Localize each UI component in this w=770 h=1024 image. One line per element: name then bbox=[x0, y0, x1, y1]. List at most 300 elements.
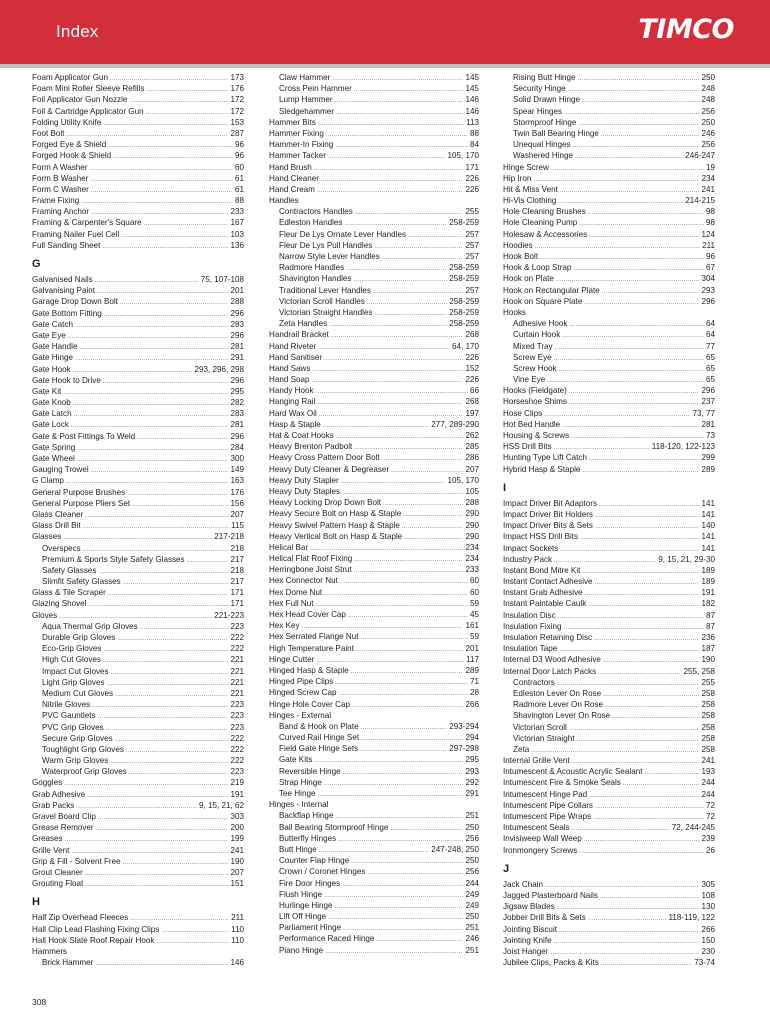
dot-leader bbox=[573, 141, 700, 152]
entry-page-ref: 218 bbox=[230, 543, 244, 553]
dot-leader bbox=[595, 522, 700, 533]
dot-leader bbox=[92, 701, 228, 712]
entry-label: Hammer Tacker bbox=[269, 151, 326, 161]
index-entry bbox=[269, 139, 479, 150]
index-entry bbox=[269, 385, 479, 396]
index-entry bbox=[269, 609, 479, 620]
index-entry bbox=[269, 486, 479, 497]
index-entry bbox=[269, 329, 479, 340]
dot-leader bbox=[374, 242, 463, 253]
index-subentry bbox=[269, 933, 479, 944]
dot-leader bbox=[588, 208, 704, 219]
dot-leader bbox=[318, 119, 464, 130]
entry-page-ref: 207 bbox=[465, 464, 479, 474]
entry-label: Gate Knob bbox=[32, 398, 71, 408]
entry-page-ref: 258 bbox=[701, 722, 715, 732]
entry-label: Brick Hammer bbox=[42, 958, 94, 968]
index-entry bbox=[32, 408, 244, 419]
entry-label: Hot Bed Handle bbox=[503, 419, 561, 429]
entry-label: Performance Raced Hinge bbox=[279, 934, 375, 944]
index-subentry bbox=[269, 83, 479, 94]
index-entry bbox=[503, 901, 715, 912]
entry-page-ref: 244 bbox=[701, 789, 715, 799]
dot-leader bbox=[352, 701, 464, 712]
entry-label: Framing Nailer Fuel Cell bbox=[32, 229, 120, 239]
index-column-3 bbox=[503, 72, 715, 968]
entry-label: Safety Glasses bbox=[42, 565, 97, 575]
entry-page-ref: 296 bbox=[230, 308, 244, 318]
entry-page-ref: 118-120, 122-123 bbox=[651, 442, 715, 452]
entry-page-ref: 171 bbox=[465, 162, 479, 172]
dot-leader bbox=[589, 454, 700, 465]
index-subentry bbox=[269, 318, 479, 329]
index-entry bbox=[32, 330, 244, 341]
index-entry bbox=[269, 430, 479, 441]
dot-leader bbox=[316, 387, 468, 398]
entry-label: Handrail Bracket bbox=[269, 330, 329, 340]
index-entry bbox=[503, 285, 715, 296]
entry-page-ref: 226 bbox=[465, 173, 479, 183]
entry-page-ref: 67 bbox=[705, 263, 715, 273]
index-entry bbox=[503, 217, 715, 228]
entry-label: Jointing Knife bbox=[503, 935, 552, 945]
entry-label: Instant Grab Adhesive bbox=[503, 588, 583, 598]
entry-page-ref: 72, 244-245 bbox=[671, 823, 715, 833]
entry-page-ref: 26 bbox=[705, 845, 715, 855]
entry-label: Gate Hook bbox=[32, 364, 71, 374]
entry-label: Slimfit Safety Glasses bbox=[42, 577, 121, 587]
dot-leader bbox=[103, 656, 229, 667]
index-entry bbox=[269, 587, 479, 598]
dot-leader bbox=[569, 320, 704, 331]
entry-label: Victorian Straight Handles bbox=[279, 307, 373, 317]
index-subentry bbox=[32, 699, 244, 710]
entry-page-ref: 64 bbox=[705, 330, 715, 340]
index-subentry bbox=[32, 710, 244, 721]
entry-label: Housing & Screws bbox=[503, 431, 570, 440]
entry-label: Hammer Bits bbox=[269, 117, 316, 127]
entry-page-ref: 211 bbox=[702, 240, 715, 250]
dot-leader bbox=[535, 242, 700, 253]
entry-label: Foil Applicator Gun Nozzle bbox=[32, 95, 128, 105]
index-subentry bbox=[32, 733, 244, 744]
index-entry bbox=[503, 173, 715, 184]
entry-page-ref: 65 bbox=[705, 363, 715, 373]
index-subentry bbox=[32, 643, 244, 654]
entry-label: Hand Saws bbox=[269, 363, 311, 373]
dot-leader bbox=[79, 343, 228, 354]
index-entry bbox=[503, 879, 715, 890]
dot-leader bbox=[595, 802, 704, 813]
entry-label: Gate Latch bbox=[32, 409, 72, 419]
entry-label: Galvanising Paint bbox=[32, 286, 95, 296]
dot-leader bbox=[328, 152, 446, 163]
index-subentry bbox=[503, 106, 715, 117]
entry-page-ref: 105, 170 bbox=[447, 151, 479, 161]
index-entry bbox=[503, 262, 715, 273]
entry-label: Hinged Screw Cap bbox=[269, 688, 337, 698]
index-subentry bbox=[503, 83, 715, 94]
entry-page-ref: 246 bbox=[701, 128, 715, 138]
dot-leader bbox=[68, 332, 229, 343]
entry-label: Jagged Plasterboard Nails bbox=[503, 890, 598, 900]
dot-leader bbox=[115, 690, 228, 701]
dot-leader bbox=[329, 320, 447, 331]
dot-leader bbox=[317, 186, 464, 197]
index-entry bbox=[503, 957, 715, 968]
entry-page-ref: 113 bbox=[466, 117, 479, 127]
dot-leader bbox=[129, 768, 229, 779]
entry-label: Gate Hook to Drive bbox=[32, 375, 101, 385]
entry-page-ref: 300 bbox=[230, 454, 244, 463]
entry-page-ref: 201 bbox=[465, 643, 479, 653]
index-subentry bbox=[269, 945, 479, 956]
dot-leader bbox=[367, 868, 463, 879]
entry-label: Shavington Handles bbox=[279, 274, 352, 284]
entry-label: Impact Driver Bits & Sets bbox=[503, 521, 593, 531]
entry-label: Hand Cleaner bbox=[269, 173, 319, 183]
index-entry bbox=[503, 543, 715, 554]
entry-label: Gloves bbox=[32, 610, 58, 620]
index-entry bbox=[503, 464, 715, 475]
entry-label: Victorian Scroll Handles bbox=[279, 296, 365, 306]
index-entry bbox=[503, 576, 715, 587]
dot-leader bbox=[594, 634, 699, 645]
index-subentry bbox=[32, 565, 244, 576]
entry-page-ref: 19 bbox=[705, 162, 715, 172]
index-entry bbox=[32, 419, 244, 430]
dot-leader bbox=[578, 74, 700, 85]
entry-page-ref: 234 bbox=[701, 173, 715, 183]
index-entry bbox=[269, 408, 479, 419]
entry-label: Hasp & Staple bbox=[269, 419, 321, 429]
entry-page-ref: 98 bbox=[705, 207, 715, 217]
index-entry bbox=[503, 452, 715, 463]
dot-leader bbox=[324, 589, 468, 600]
entry-label: Impact Sockets bbox=[503, 543, 559, 553]
entry-page-ref: 297-298 bbox=[449, 744, 479, 754]
entry-page-ref: 75, 107-108 bbox=[200, 275, 244, 284]
entry-label: G Clamp bbox=[32, 476, 64, 486]
entry-page-ref: 222 bbox=[230, 756, 244, 766]
dot-leader bbox=[562, 421, 699, 432]
index-entry bbox=[32, 587, 244, 598]
entry-label: Insulation Retaining Disc bbox=[503, 633, 593, 642]
index-subentry bbox=[32, 543, 244, 554]
entry-page-ref: 223 bbox=[230, 700, 244, 710]
entry-page-ref: 141 bbox=[701, 543, 715, 553]
entry-page-ref: 287 bbox=[230, 128, 244, 138]
index-entry bbox=[269, 631, 479, 642]
entry-label: Gate Kits bbox=[279, 755, 313, 765]
index-entry bbox=[32, 520, 244, 531]
entry-page-ref: 283 bbox=[230, 409, 244, 419]
dot-leader bbox=[336, 432, 464, 443]
entry-page-ref: 289 bbox=[701, 464, 715, 474]
index-entry bbox=[32, 72, 244, 83]
entry-page-ref: 296 bbox=[230, 330, 244, 340]
index-entry bbox=[269, 665, 479, 676]
entry-page-ref: 250 bbox=[701, 117, 715, 127]
entry-page-ref: 258 bbox=[701, 711, 715, 721]
entry-page-ref: 96 bbox=[234, 140, 244, 150]
index-subentry bbox=[269, 900, 479, 911]
index-entry bbox=[503, 251, 715, 262]
index-entry bbox=[32, 878, 244, 889]
dot-leader bbox=[572, 824, 670, 835]
entry-label: Jobber Drill Bits & Sets bbox=[503, 913, 586, 923]
entry-label: Toughlight Grip Gloves bbox=[42, 744, 124, 754]
index-entry bbox=[503, 587, 715, 598]
entry-page-ref: 117 bbox=[466, 654, 479, 664]
entry-label: Hammer Fixing bbox=[269, 128, 324, 138]
entry-label: Joist Hanger bbox=[503, 946, 549, 956]
entry-label: Band & Hook on Plate bbox=[279, 721, 359, 731]
entry-label: Holesaw & Accessories bbox=[503, 229, 588, 239]
index-entry bbox=[32, 431, 244, 442]
entry-page-ref: 217 bbox=[230, 577, 244, 587]
index-entry bbox=[503, 240, 715, 251]
index-entry bbox=[503, 162, 715, 173]
entry-page-ref: 28 bbox=[469, 688, 479, 698]
index-entry bbox=[32, 296, 244, 307]
entry-page-ref: 221 bbox=[230, 677, 244, 687]
entry-label: Foam Applicator Gun bbox=[32, 73, 109, 82]
entry-label: Framing Anchor bbox=[32, 207, 90, 217]
entry-label: Curtain Hook bbox=[513, 330, 561, 340]
index-subentry bbox=[269, 866, 479, 877]
dot-leader bbox=[107, 679, 229, 690]
dot-leader bbox=[73, 399, 229, 410]
dot-leader bbox=[569, 387, 700, 398]
entry-page-ref: 136 bbox=[230, 240, 244, 250]
index-subentry bbox=[32, 766, 244, 777]
index-entry bbox=[32, 610, 244, 621]
entry-label: Form B Washer bbox=[32, 173, 89, 183]
entry-page-ref: 285 bbox=[465, 442, 479, 452]
entry-page-ref: 222 bbox=[230, 744, 244, 754]
entry-page-ref: 256 bbox=[465, 833, 479, 843]
index-entry bbox=[503, 643, 715, 654]
entry-label: Hex Dome Nut bbox=[269, 587, 323, 597]
dot-leader bbox=[123, 578, 229, 589]
entry-page-ref: 251 bbox=[465, 923, 479, 933]
index-entry bbox=[32, 475, 244, 486]
dot-leader bbox=[85, 869, 229, 880]
dot-leader bbox=[573, 264, 704, 275]
entry-page-ref: 251 bbox=[465, 811, 479, 821]
index-entry bbox=[503, 800, 715, 811]
entry-label: Ironmongery Screws bbox=[503, 845, 578, 855]
dot-leader bbox=[103, 377, 229, 388]
index-entry bbox=[503, 755, 715, 766]
index-entry bbox=[269, 643, 479, 654]
entry-label: Gravel Board Clip bbox=[32, 812, 96, 821]
entry-page-ref: 258-259 bbox=[449, 319, 479, 329]
entry-label: Hooks (Fieldgate) bbox=[503, 386, 567, 396]
dot-leader bbox=[331, 331, 464, 342]
entry-page-ref: 9, 15, 21, 62 bbox=[198, 800, 244, 810]
entry-label: Radmore Handles bbox=[279, 263, 345, 273]
entry-page-ref: 293, 296, 298 bbox=[194, 364, 244, 374]
entry-label: Fleur De Lys Ornate Lever Handles bbox=[279, 229, 407, 239]
dot-leader bbox=[602, 287, 700, 298]
dot-leader bbox=[104, 310, 229, 321]
entry-label: Hose Clips bbox=[503, 408, 543, 418]
entry-label: Hinged Hasp & Staple bbox=[269, 665, 349, 675]
entry-page-ref: 207 bbox=[230, 509, 244, 519]
entry-label: Hinge Screw bbox=[503, 162, 549, 172]
index-subentry bbox=[269, 229, 479, 240]
index-subentry bbox=[269, 878, 479, 889]
entry-label: Strap Hinge bbox=[279, 777, 322, 787]
entry-page-ref: 156 bbox=[230, 498, 244, 508]
index-entry bbox=[503, 430, 715, 441]
entry-page-ref: 172 bbox=[230, 106, 244, 116]
dot-leader bbox=[355, 208, 464, 219]
entry-label: Helical Flat Roof Fixing bbox=[269, 554, 353, 564]
entry-label: Gate Spring bbox=[32, 442, 76, 452]
entry-label: Hex Head Cover Cap bbox=[269, 610, 346, 619]
dot-leader bbox=[108, 589, 229, 600]
entry-label: Hall Clip Lead Flashing Fixing Clips bbox=[32, 924, 160, 934]
index-subentry bbox=[503, 341, 715, 352]
entry-label: Gate Hinge bbox=[32, 353, 73, 363]
dot-leader bbox=[113, 152, 233, 163]
entry-page-ref: 233 bbox=[465, 565, 479, 575]
dot-leader bbox=[63, 388, 228, 399]
entry-label: Handles bbox=[269, 196, 299, 206]
index-entry bbox=[32, 117, 244, 128]
index-subentry bbox=[269, 72, 479, 83]
dot-leader bbox=[336, 108, 464, 119]
entry-label: Glasses bbox=[32, 532, 62, 542]
dot-leader bbox=[354, 566, 464, 577]
entry-label: Hand Soap bbox=[269, 375, 310, 385]
dot-leader bbox=[343, 768, 464, 779]
entry-page-ref: 151 bbox=[230, 879, 244, 889]
dot-leader bbox=[582, 96, 699, 107]
dot-leader bbox=[603, 690, 699, 701]
entry-label: Curved Rail Hinge Set bbox=[279, 733, 360, 743]
entry-page-ref: 130 bbox=[701, 902, 715, 912]
entry-label: Hinge Cutter bbox=[269, 654, 315, 664]
index-entry bbox=[32, 453, 244, 464]
entry-label: Gate Handle bbox=[32, 342, 78, 352]
entry-label: Intumescent Hinge Pad bbox=[503, 789, 588, 799]
index-entry bbox=[32, 162, 244, 173]
index-entry bbox=[269, 620, 479, 631]
entry-page-ref: 293 bbox=[465, 766, 479, 776]
entry-page-ref: 191 bbox=[230, 789, 244, 799]
index-entry bbox=[32, 195, 244, 206]
dot-leader bbox=[83, 522, 230, 533]
dot-leader bbox=[579, 219, 704, 230]
index-subentry bbox=[503, 733, 715, 744]
index-subentry bbox=[269, 721, 479, 732]
entry-page-ref: 88 bbox=[234, 196, 244, 206]
entry-label: Unequal Hinges bbox=[513, 140, 571, 150]
entry-page-ref: 197 bbox=[465, 408, 479, 418]
entry-page-ref: 290 bbox=[465, 520, 479, 530]
entry-label: Hook & Loop Strap bbox=[503, 263, 572, 273]
entry-label: Butt Hinge bbox=[279, 844, 317, 854]
index-entry bbox=[503, 206, 715, 217]
page-number: 308 bbox=[32, 997, 47, 1007]
entry-label: Helical Bar bbox=[269, 542, 309, 552]
entry-page-ref: 248 bbox=[701, 84, 715, 94]
index-subentry bbox=[32, 632, 244, 643]
entry-label: Greases bbox=[32, 834, 63, 844]
dot-leader bbox=[403, 510, 463, 521]
index-entry bbox=[32, 139, 244, 150]
entry-label: Half Zip Overhead Fleeces bbox=[32, 913, 129, 923]
index-entry bbox=[32, 352, 244, 363]
dot-leader bbox=[120, 298, 229, 309]
entry-label: Internal Grille Vent bbox=[503, 756, 570, 766]
index-subentry bbox=[32, 554, 244, 565]
index-subentry bbox=[269, 889, 479, 900]
entry-label: Vine Eye bbox=[513, 375, 546, 385]
page-title: Index bbox=[56, 22, 99, 41]
dot-leader bbox=[579, 847, 704, 858]
index-entry bbox=[32, 217, 244, 228]
entry-label: Intumescent & Acoustic Acrylic Sealant bbox=[503, 767, 643, 777]
entry-page-ref: 96 bbox=[705, 252, 715, 261]
entry-page-ref: 161 bbox=[465, 621, 479, 631]
entry-page-ref: 221 bbox=[230, 655, 244, 665]
entry-page-ref: 190 bbox=[230, 856, 244, 866]
entry-page-ref: 87 bbox=[705, 610, 715, 620]
index-entry bbox=[503, 554, 715, 565]
entry-label: Field Gate Hinge Sets bbox=[279, 744, 359, 754]
index-entry bbox=[269, 162, 479, 173]
entry-label: Foil & Cartridge Applicator Gun bbox=[32, 106, 144, 116]
entry-label: Medium Cut Gloves bbox=[42, 688, 114, 698]
entry-label: Contractors bbox=[513, 677, 555, 687]
entry-page-ref: 296 bbox=[230, 431, 244, 441]
dot-leader bbox=[144, 219, 229, 230]
entry-label: Hook on Rectangular Plate bbox=[503, 285, 600, 295]
entry-page-ref: 146 bbox=[465, 106, 479, 116]
dot-leader bbox=[328, 913, 463, 924]
dot-leader bbox=[562, 331, 704, 342]
dot-leader bbox=[361, 734, 463, 745]
entry-label: Zeta bbox=[513, 744, 530, 754]
entry-page-ref: 219 bbox=[230, 778, 244, 788]
index-entry bbox=[32, 800, 244, 811]
index-entry bbox=[32, 94, 244, 105]
entry-page-ref: 250 bbox=[465, 856, 479, 866]
entry-page-ref: 296 bbox=[701, 386, 715, 396]
entry-page-ref: 223 bbox=[230, 767, 244, 777]
entry-label: Solid Drawn Hinge bbox=[513, 95, 581, 105]
index-subentry bbox=[503, 150, 715, 161]
entry-page-ref: 286 bbox=[465, 453, 479, 463]
index-entry bbox=[503, 408, 715, 419]
entry-label: Hole Cleaning Pump bbox=[503, 218, 578, 228]
entry-page-ref: 257 bbox=[465, 285, 479, 295]
entry-label: Victorian Straight bbox=[513, 733, 575, 743]
entry-label: Butterfly Hinges bbox=[279, 833, 337, 843]
index-subentry bbox=[269, 777, 479, 788]
entry-label: Hook on Square Plate bbox=[503, 296, 583, 306]
entry-page-ref: 64 bbox=[705, 319, 715, 329]
entry-label: Glass & Tile Scraper bbox=[32, 588, 106, 598]
entry-label: Heavy Duty Stapler bbox=[269, 475, 339, 485]
index-entry bbox=[269, 531, 479, 542]
dot-leader bbox=[601, 959, 692, 970]
